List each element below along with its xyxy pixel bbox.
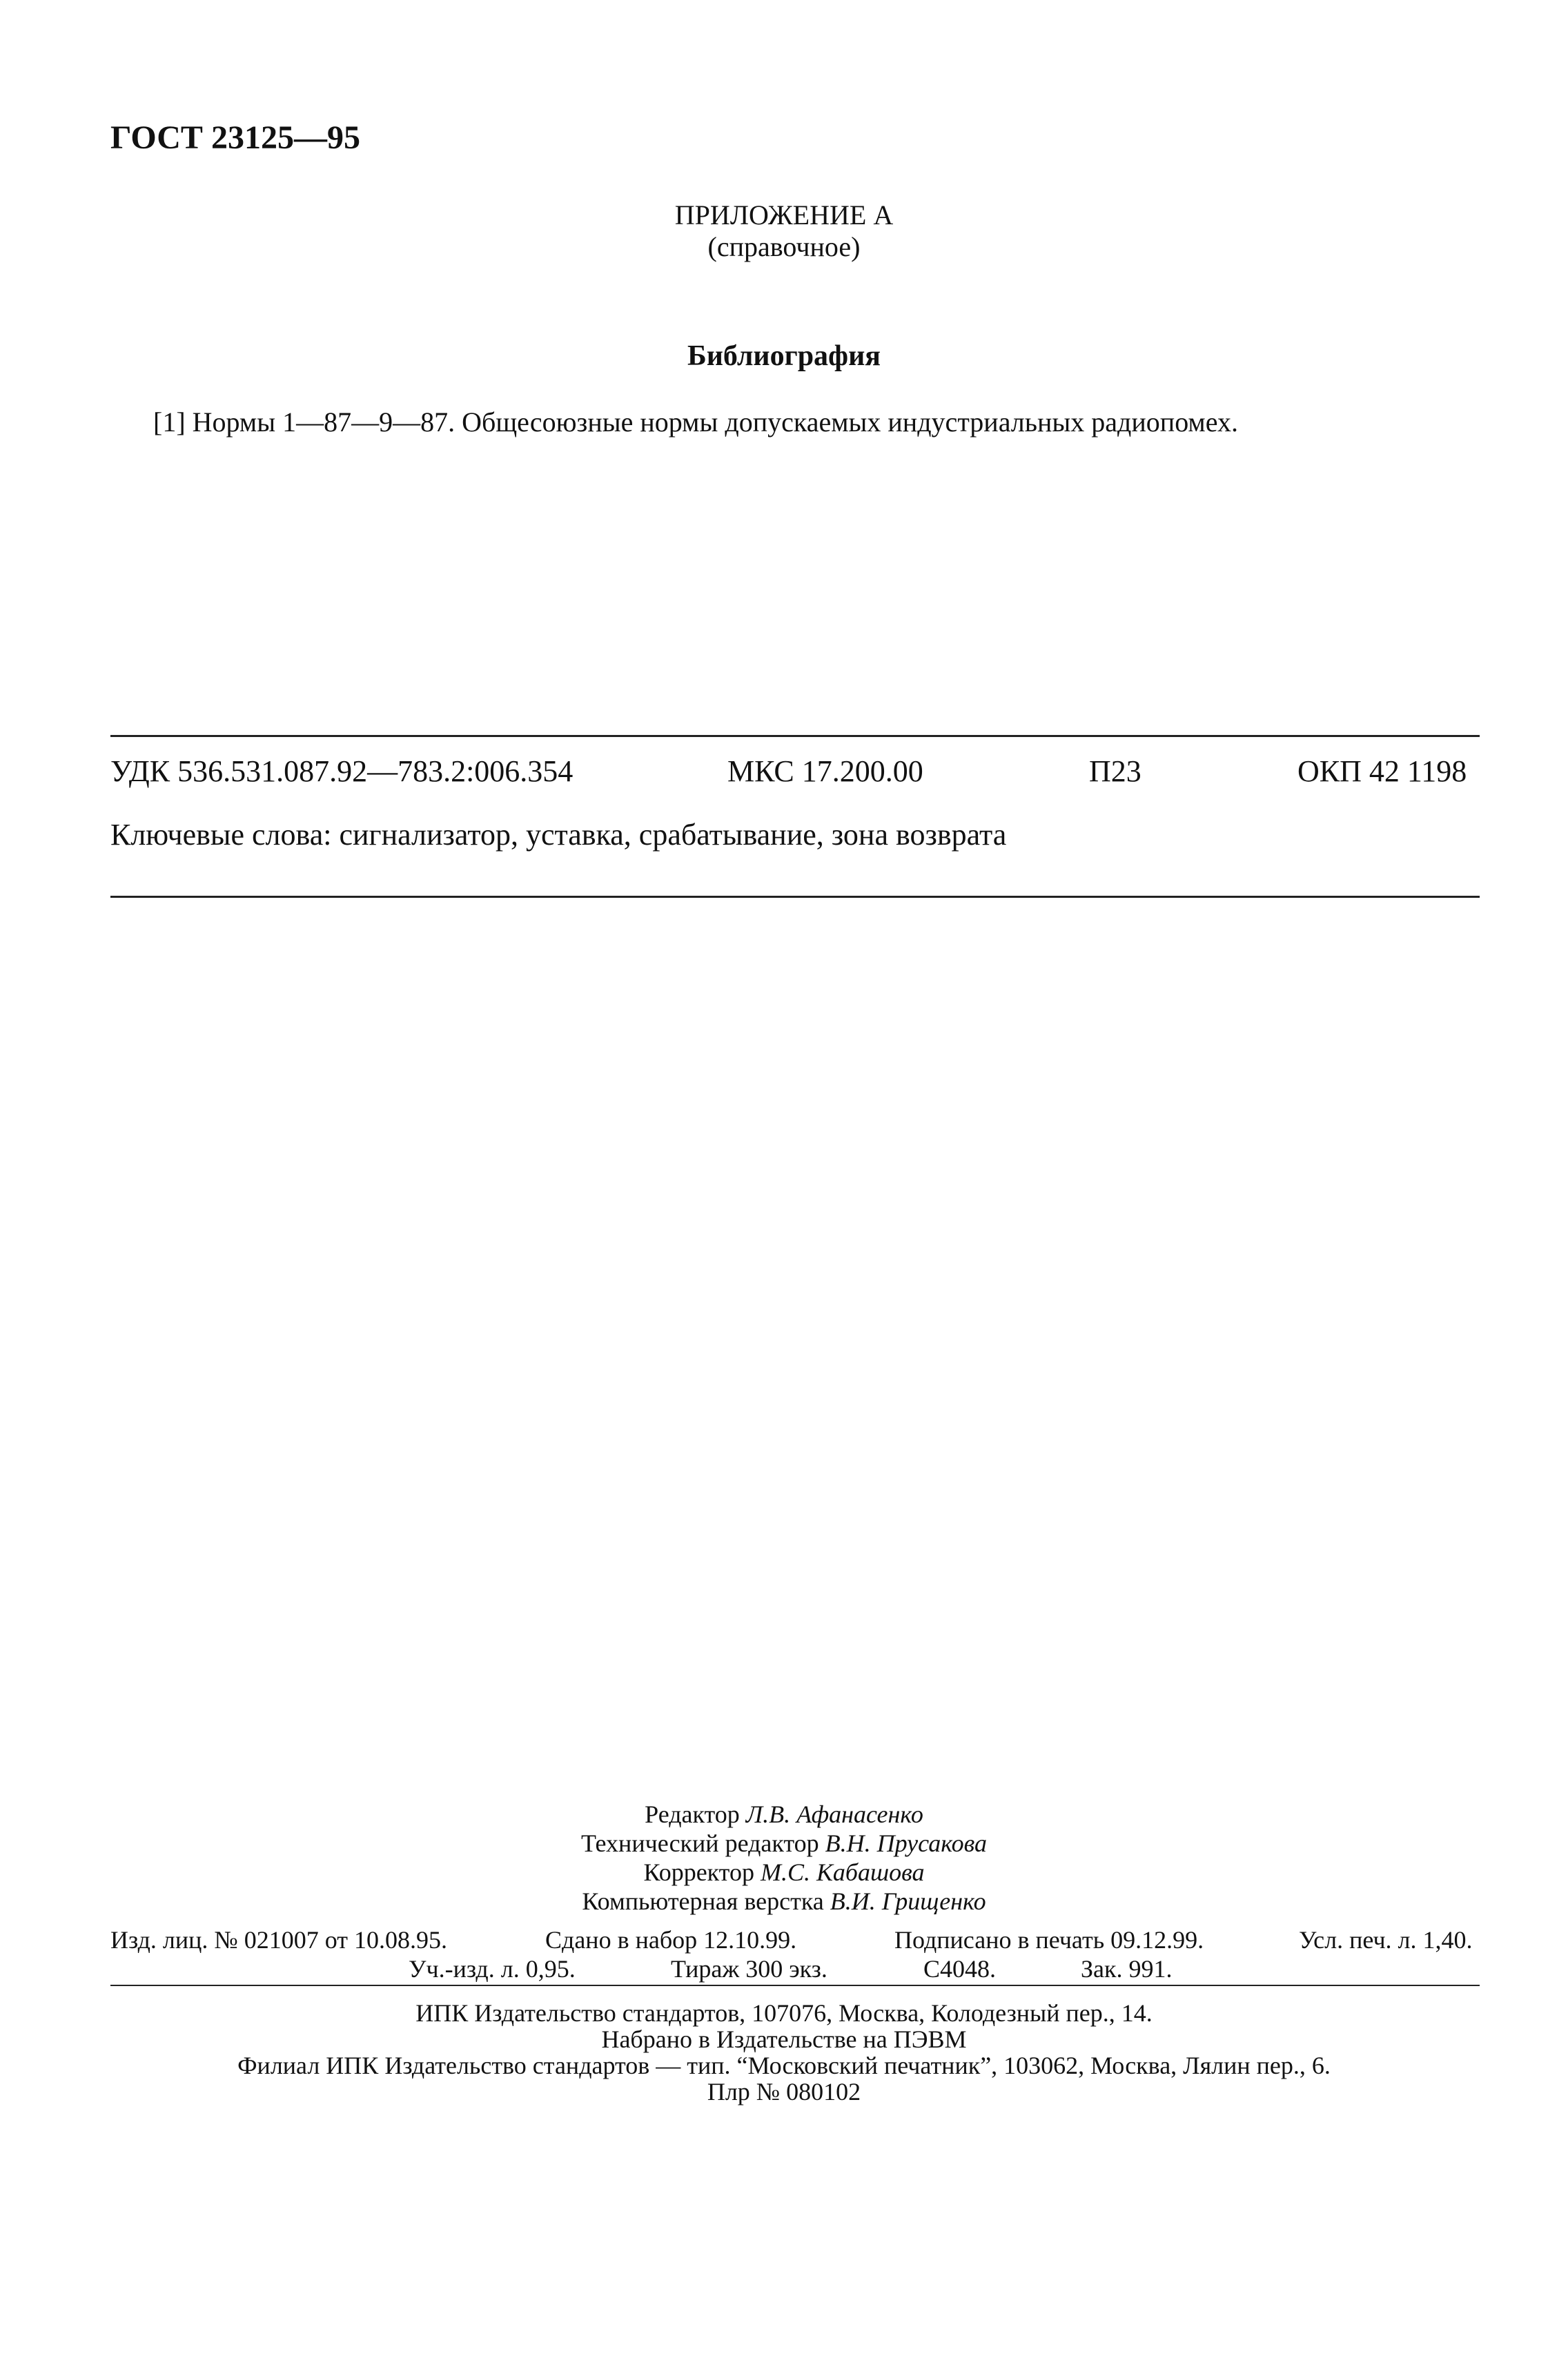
imprint-line: Филиал ИПК Издательство стандартов — тип. “Московский печатник”, 103062, Москва, Лялин пер., 6. — [237, 2052, 1331, 2079]
divider-top — [110, 735, 1480, 737]
credit-tech-editor: Технический редактор В.Н. Прусакова — [580, 1829, 988, 1857]
credit-proofreader: Корректор М.С. Кабашова — [643, 1858, 925, 1886]
bibliography-item: [1] Нормы 1—87—9—87. Общесоюзные нормы допускаемых индустриальных радиопомех. — [153, 406, 1238, 438]
credit-editor: Редактор Л.В. Афанасенко — [645, 1800, 923, 1828]
signed-to-print: Подписано в печать 09.12.99. — [894, 1926, 1204, 1954]
imprint-block — [0, 2000, 1568, 2105]
bibliography-heading: Библиография — [687, 340, 881, 372]
sent-to-set: Сдано в набор 12.10.99. — [545, 1926, 797, 1954]
code: С4048. — [923, 1955, 997, 1983]
annex-subtitle: (справочное) — [707, 231, 861, 262]
order-number: Зак. 991. — [1081, 1955, 1173, 1983]
publishing-sheets: Уч.-изд. л. 0,95. — [409, 1955, 576, 1983]
circulation: Тираж 300 экз. — [671, 1955, 827, 1983]
license: Изд. лиц. № 021007 от 10.08.95. — [110, 1926, 447, 1954]
credits-block — [0, 1800, 1568, 1916]
print-sheets: Усл. печ. л. 1,40. — [1299, 1926, 1473, 1954]
group-code: П23 — [1089, 754, 1141, 788]
divider-bottom — [110, 896, 1480, 898]
imprint-line: ИПК Издательство стандартов, 107076, Москва, Колодезный пер., 14. — [415, 1999, 1153, 2027]
okp-code: ОКП 42 1198 — [1297, 754, 1467, 788]
mks-code: МКС 17.200.00 — [727, 754, 923, 788]
divider-imprint — [110, 1985, 1480, 1986]
credit-layout: Компьютерная верстка В.И. Грищенко — [582, 1887, 986, 1915]
keywords: Ключевые слова: сигнализатор, уставка, срабатывание, зона возврата — [110, 818, 1007, 852]
annex-title: ПРИЛОЖЕНИЕ А — [674, 199, 894, 230]
imprint-line: Плр № 080102 — [707, 2078, 861, 2105]
document-id: ГОСТ 23125—95 — [110, 119, 360, 156]
imprint-line: Набрано в Издательстве на ПЭВМ — [601, 2025, 967, 2053]
udk-code: УДК 536.531.087.92—783.2:006.354 — [110, 754, 574, 788]
